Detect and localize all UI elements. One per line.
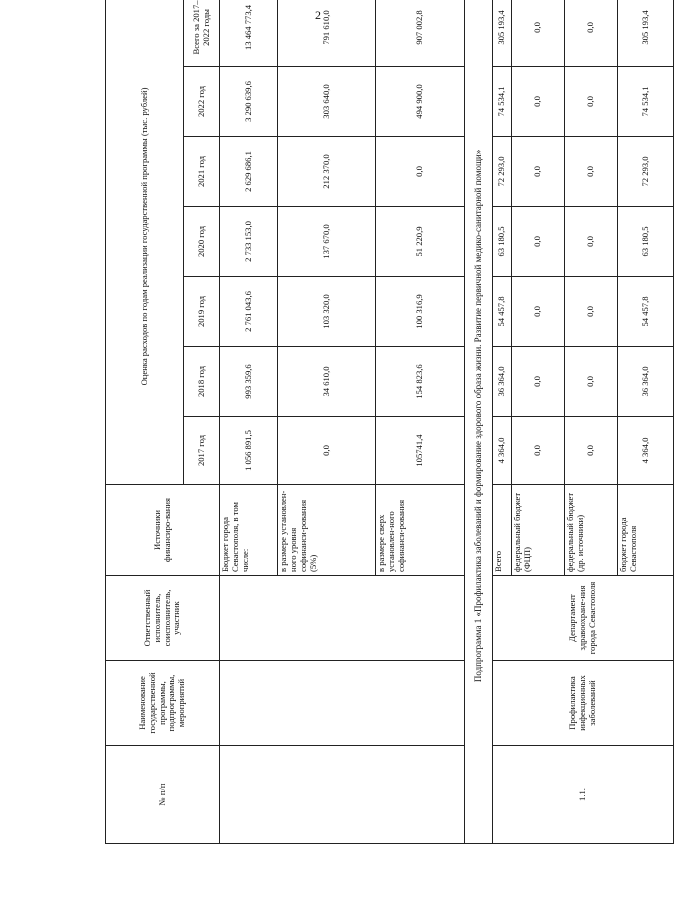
header-year: 2020 год [184,207,220,277]
cell-source: федеральный бюджет (др. источники) [565,485,618,576]
table-row [220,0,278,844]
cell-value: 0,0 [512,277,565,347]
cell-value: 0,0 [512,137,565,207]
page-number: 2 [315,8,321,22]
cell-value: 0,0 [565,207,618,277]
cell-value: 0,0 [376,137,465,207]
cell-value: 0,0 [565,347,618,417]
header-source: Источники финансиро-вания [106,485,220,576]
cell-value: 0,0 [565,417,618,485]
cell-value: 34 610,0 [278,347,376,417]
cell-value: 74 534,1 [618,67,674,137]
cell-value: 72 293,0 [618,137,674,207]
header-executor: Ответственный исполнитель, соисполнитель, участник [106,576,220,661]
cell-value: 13 464 773,4 [220,0,278,67]
cell-value: 0,0 [565,277,618,347]
cell-value: 0,0 [565,67,618,137]
cell-value: 791 610,0 [278,0,376,67]
cell-value: 54 457,8 [493,277,512,347]
cell-source: в размере сверх установлен-ного софинанси-рования [376,485,465,576]
subprogram-row [465,0,493,844]
cell-value: 0,0 [565,137,618,207]
expense-table [105,0,674,844]
cell-value: 36 364,0 [493,347,512,417]
table-row [493,0,512,844]
cell-value: 212 370,0 [278,137,376,207]
cell-value: 105741,4 [376,417,465,485]
header-year: 2017 год [184,417,220,485]
cell-source: в размере установлен-ного уровня софинанси-рования (5%) [278,485,376,576]
header-year: 2018 год [184,347,220,417]
cell-value: 494 900,0 [376,67,465,137]
cell-value: 0,0 [565,0,618,67]
rotated-table-wrapper [105,0,650,844]
cell-measure-name: Профилактика инфекционных заболеваний [493,661,674,746]
cell-value: 0,0 [512,347,565,417]
cell-value: 4 364,0 [618,417,674,485]
cell-value: 51 220,9 [376,207,465,277]
cell-source: бюджет города Севастополя [618,485,674,576]
cell-value: 0,0 [512,207,565,277]
cell-value: 137 670,0 [278,207,376,277]
cell-value: 1 056 891,5 [220,417,278,485]
cell-value: 3 290 639,6 [220,67,278,137]
cell-source: Всего [493,485,512,576]
cell-value: 0,0 [278,417,376,485]
cell-value: 4 364,0 [493,417,512,485]
cell-value: 303 640,0 [278,67,376,137]
cell-value: 2 629 686,1 [220,137,278,207]
header-year: 2021 год [184,137,220,207]
cell-executor-empty [220,576,465,661]
header-no: № п/п [106,746,220,844]
cell-source: Бюджет города Севастополя, в том числе: [220,485,278,576]
header-year: 2022 год [184,67,220,137]
cell-value: 100 316,9 [376,277,465,347]
cell-value: 54 457,8 [618,277,674,347]
cell-no-empty [220,746,465,844]
cell-value: 305 193,4 [618,0,674,67]
cell-value: 63 180,5 [618,207,674,277]
cell-measure-executor: Департамент здравоохране-ния города Севастополя [493,576,674,661]
cell-value: 0,0 [512,417,565,485]
cell-value: 2 733 153,0 [220,207,278,277]
cell-measure-number: 1.1. [493,746,674,844]
cell-value: 63 180,5 [493,207,512,277]
cell-value: 305 193,4 [493,0,512,67]
header-name: Наименование государственной программы, подпрограммы, мероприятий [106,661,220,746]
subprogram-title: Подпрограмма 1 «Профилактика заболеваний и формирование здорового образа жизни. Развитие первичной медико-санитарной помощи» [465,0,493,844]
cell-value: 2 761 043,6 [220,277,278,347]
cell-value: 72 293,0 [493,137,512,207]
header-year-total: Всего за 2017–2022 годы [184,0,220,67]
cell-value: 0,0 [512,67,565,137]
cell-name-empty [220,661,465,746]
cell-value: 74 534,1 [493,67,512,137]
cell-value: 36 364,0 [618,347,674,417]
cell-value: 0,0 [512,0,565,67]
cell-value: 103 320,0 [278,277,376,347]
cell-value: 907 002,8 [376,0,465,67]
cell-value: 993 359,6 [220,347,278,417]
header-year: 2019 год [184,277,220,347]
cell-source: федеральный бюджет (ФЦП) [512,485,565,576]
header-estimate: Оценка расходов по годам реализации государственной программы (тыс. рублей) [106,0,184,485]
cell-value: 154 823,6 [376,347,465,417]
